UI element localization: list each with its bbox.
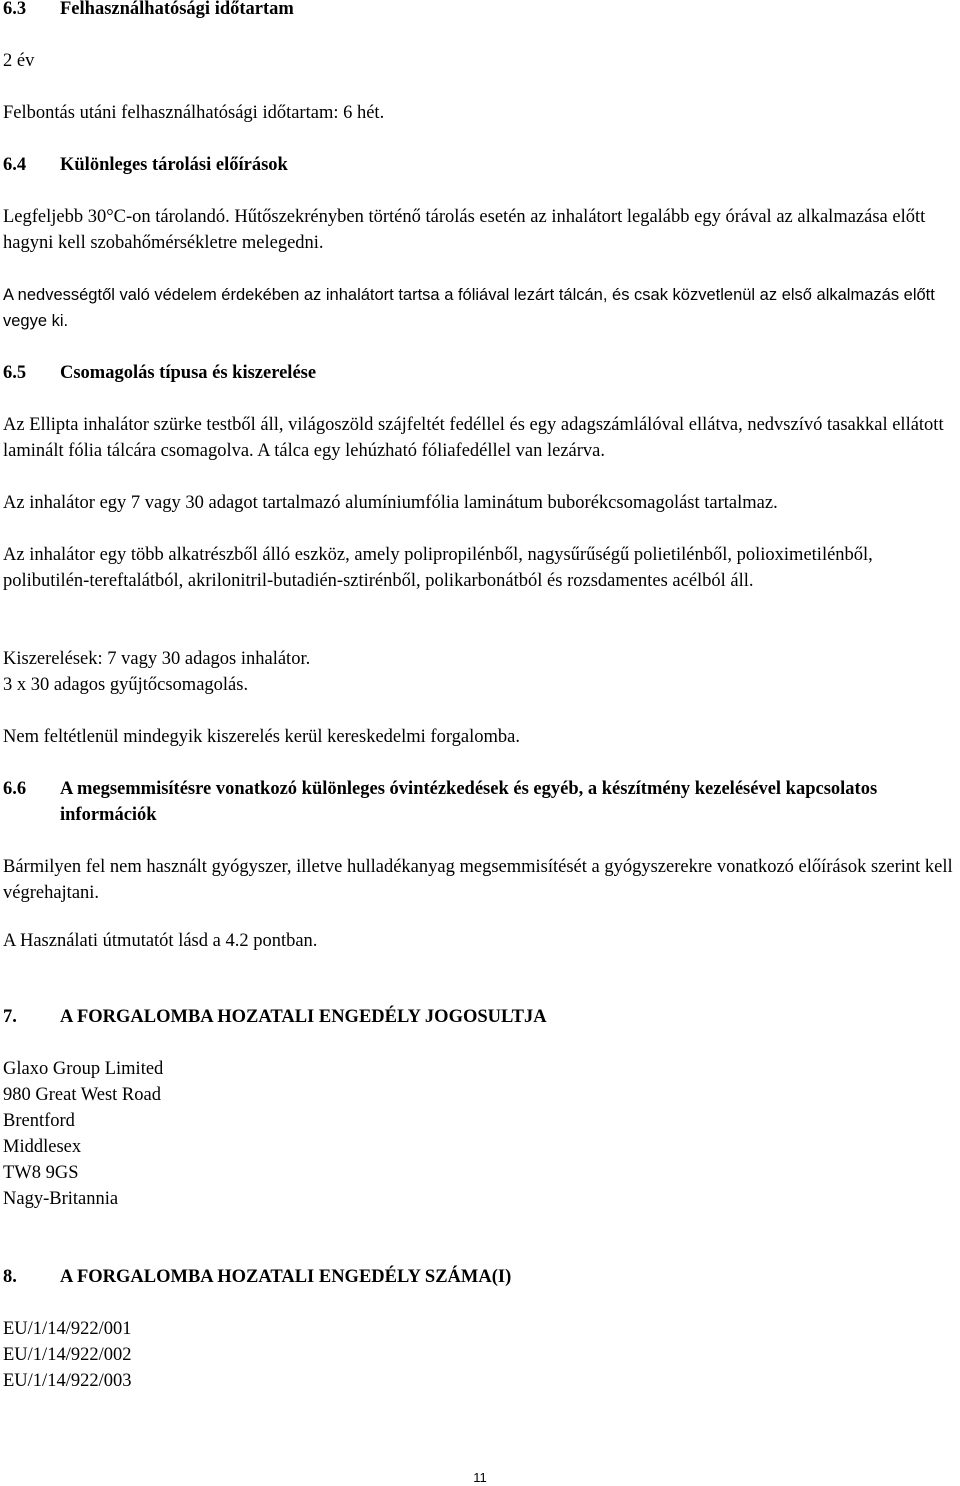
section-number: 6.4 — [3, 155, 27, 175]
ma-number: EU/1/14/922/003 — [3, 1371, 132, 1391]
section-title: A FORGALOMBA HOZATALI ENGEDÉLY JOGOSULTJA — [60, 1007, 547, 1027]
ma-number: EU/1/14/922/001 — [3, 1319, 132, 1339]
marketing-note: Nem feltétlenül mindegyik kiszerelés kerül kereskedelmi forgalomba. — [3, 727, 520, 747]
address-line: Nagy-Britannia — [3, 1189, 119, 1209]
address-line: TW8 9GS — [3, 1163, 79, 1183]
address-line: 980 Great West Road — [3, 1085, 161, 1105]
section-title: A megsemmisítésre vonatkozó különleges óvintézkedések és egyéb, a készítmény kezelésével kapcsolatos információk — [60, 779, 878, 825]
package-paragraph-1: Az Ellipta inhalátor szürke testből áll, világoszöld szájfeltét fedéllel és egy adagszámlálóval ellátva, nedvszívó tasakkal ellátott laminált fólia tálcára csomagolva. A tálca egy lehúzható fóliafedéllel van lezárva. — [3, 415, 944, 461]
section-number: 6.6 — [3, 779, 27, 799]
section-title: A FORGALOMBA HOZATALI ENGEDÉLY SZÁMA(I) — [60, 1267, 512, 1287]
address-line: Brentford — [3, 1111, 75, 1131]
package-paragraph-2: Az inhalátor egy 7 vagy 30 adagot tartalmazó alumíniumfólia laminátum buborékcsomagolást tartalmaz. — [3, 493, 778, 513]
section-heading-8 — [3, 1264, 954, 1290]
section-heading-6-5 — [3, 360, 954, 386]
pack-sizes-line-1: Kiszerelések: 7 vagy 30 adagos inhalátor. — [3, 649, 311, 669]
address-line: Middlesex — [3, 1137, 82, 1157]
section-number: 6.3 — [3, 0, 27, 19]
package-paragraph-3: Az inhalátor egy több alkatrészből álló eszköz, amely polipropilénből, nagysűrűségű polietilénből, polioximetilénből, polibutilén-tereftalátból, akrilonitril-butadién-sztirénből, polikarbonátból és rozsdamentes acélból áll. — [3, 545, 873, 591]
disposal-paragraph-1: Bármilyen fel nem használt gyógyszer, illetve hulladékanyag megsemmisítését a gyógyszerekre vonatkozó előírások szerint kell végrehajtani. — [3, 857, 953, 903]
section-heading-6-6 — [3, 776, 954, 828]
shelf-life-text: 2 év — [3, 51, 35, 71]
ma-number: EU/1/14/922/002 — [3, 1345, 132, 1365]
address-line: Glaxo Group Limited — [3, 1059, 164, 1079]
section-heading-6-4 — [3, 152, 954, 178]
section-number: 7. — [3, 1007, 17, 1027]
section-title: Különleges tárolási előírások — [60, 155, 288, 175]
pack-sizes — [3, 646, 954, 698]
section-title: Felhasználhatósági időtartam — [60, 0, 294, 19]
section-number: 8. — [3, 1267, 17, 1287]
pack-sizes-line-2: 3 x 30 adagos gyűjtőcsomagolás. — [3, 675, 249, 695]
ma-numbers — [3, 1316, 954, 1394]
section-heading-7 — [3, 1004, 954, 1030]
section-number: 6.5 — [3, 363, 27, 383]
holder-address — [3, 1056, 954, 1212]
after-opening-text: Felbontás utáni felhasználhatósági időtartam: 6 hét. — [3, 103, 385, 123]
section-title: Csomagolás típusa és kiszerelése — [60, 363, 317, 383]
disposal-paragraph-2: A Használati útmutatót lásd a 4.2 pontban. — [3, 931, 318, 951]
storage-paragraph-1: Legfeljebb 30°C-on tárolandó. Hűtőszekrényben történő tárolás esetén az inhalátort legalább egy órával az alkalmazása előtt hagyni kell szobahőmérsékletre melegedni. — [3, 207, 926, 253]
section-heading-6-3 — [3, 0, 954, 22]
storage-paragraph-2: A nedvességtől való védelem érdekében az inhalátort tartsa a fóliával lezárt tálcán, és csak közvetlenül az első alkalmazás előtt vegye ki. — [3, 286, 935, 330]
page-number: 11 — [473, 1470, 487, 1485]
